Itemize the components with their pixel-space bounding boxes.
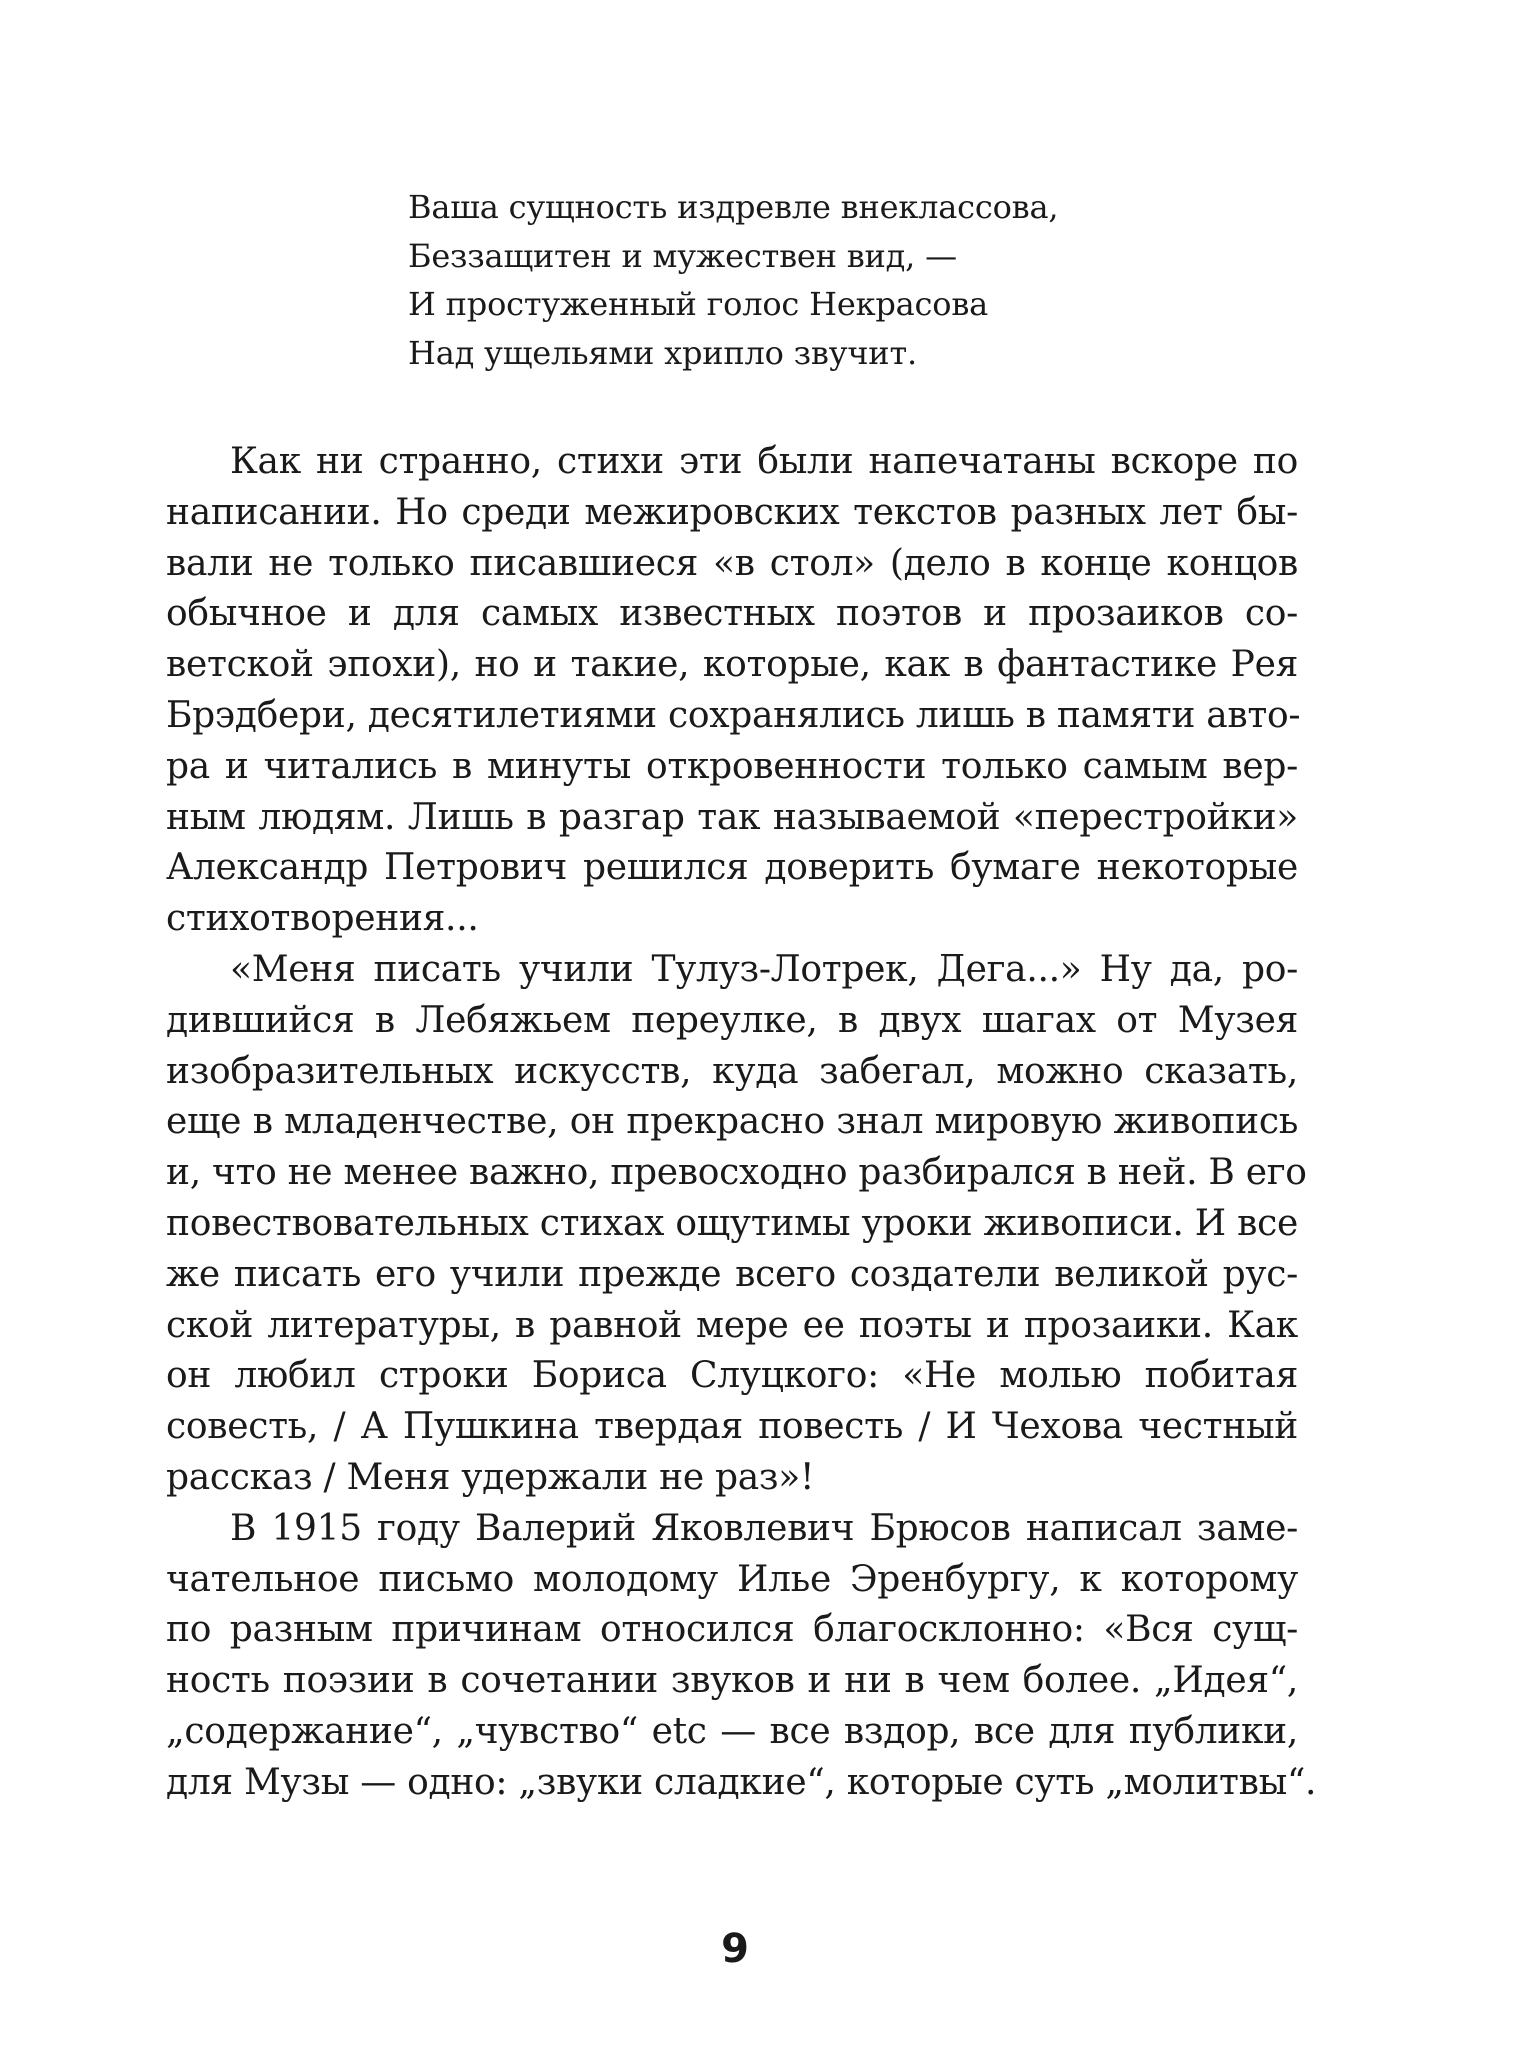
text-line: и, что не менее важно, превосходно разбирался в ней. В его [166,1152,1307,1194]
text-line: «Меня писать учили Тулуз-Лотрек, Дега...» Ну да, ро- [230,948,1298,990]
text-line: написании. Но среди межировских текстов разных лет бы- [166,491,1298,533]
text-line: Брэдбери, десятилетиями сохранялись лишь в памяти авто- [166,694,1301,736]
poem-line: Ваша сущность издревле внеклассова, [408,188,1059,226]
text-line: ветской эпохи), но и такие, которые, как в фантастике Рея [166,644,1298,686]
poem-line: Над ущельями хрипло звучит. [408,333,917,372]
text-line: ным людям. Лишь в разгар так называемой «перестройки» [166,796,1298,838]
poem-line: И простуженный голос Некрасова [408,285,989,323]
text-line: „содержание“, „чувство“ etc — все вздор, все для публики, [166,1710,1298,1752]
text-line: ра и читались в минуты откровенности только самым вер- [166,745,1298,787]
text-line: обычное и для самых известных поэтов и прозаиков со- [166,593,1298,635]
text-line: по разным причинам относился благосклонно: «Вся сущ- [166,1609,1298,1651]
paragraph-2 [166,945,1307,1504]
text-line: Александр Петрович решился доверить бумаге некоторые [166,847,1298,889]
text-line: еще в младенчестве, он прекрасно знал мировую живопись [166,1101,1298,1143]
paragraph-1 [166,437,1301,945]
text-line: совесть, / А Пушкина твердая повесть / И Чехова честный [166,1406,1298,1448]
text-line: Как ни странно, стихи эти были напечатаны вскоре по [230,441,1298,482]
text-line: изобразительных искусств, куда забегал, можно сказать, [166,1050,1298,1092]
text-line: для Музы — одно: „звуки сладкие“, которые суть „молитвы“. [166,1761,1317,1803]
page-number: 9 [721,1926,749,1972]
text-line: стихотворения... [166,898,479,940]
text-line: ской литературы, в равной мере ее поэты и прозаики. Как [166,1304,1298,1346]
text-line: рассказ / Меня удержали не раз»! [166,1456,815,1498]
poem-line: Беззащитен и мужествен вид, — [408,236,957,275]
text-line: он любил строки Бориса Слуцкого: «Не молью побитая [166,1355,1298,1397]
text-line: вали не только писавшиеся «в стол» (дело в конце концов [166,542,1298,584]
text-line: повествовательных стихах ощутимы уроки живописи. И все [166,1202,1298,1244]
text-line: В 1915 году Валерий Яковлевич Брюсов написал заме- [230,1507,1298,1549]
paragraph-3 [166,1504,1317,1809]
text-line: чательное письмо молодому Илье Эренбургу, к которому [166,1558,1298,1600]
text-line: же писать его учили прежде всего создатели великой рус- [166,1253,1298,1295]
text-line: дившийся в Лебяжьем переулке, в двух шагах от Музея [166,999,1298,1041]
body-text [166,437,1317,1809]
poem-excerpt [408,183,1308,377]
text-line: ность поэзии в сочетании звуков и ни в чем более. „Идея“, [166,1660,1298,1702]
